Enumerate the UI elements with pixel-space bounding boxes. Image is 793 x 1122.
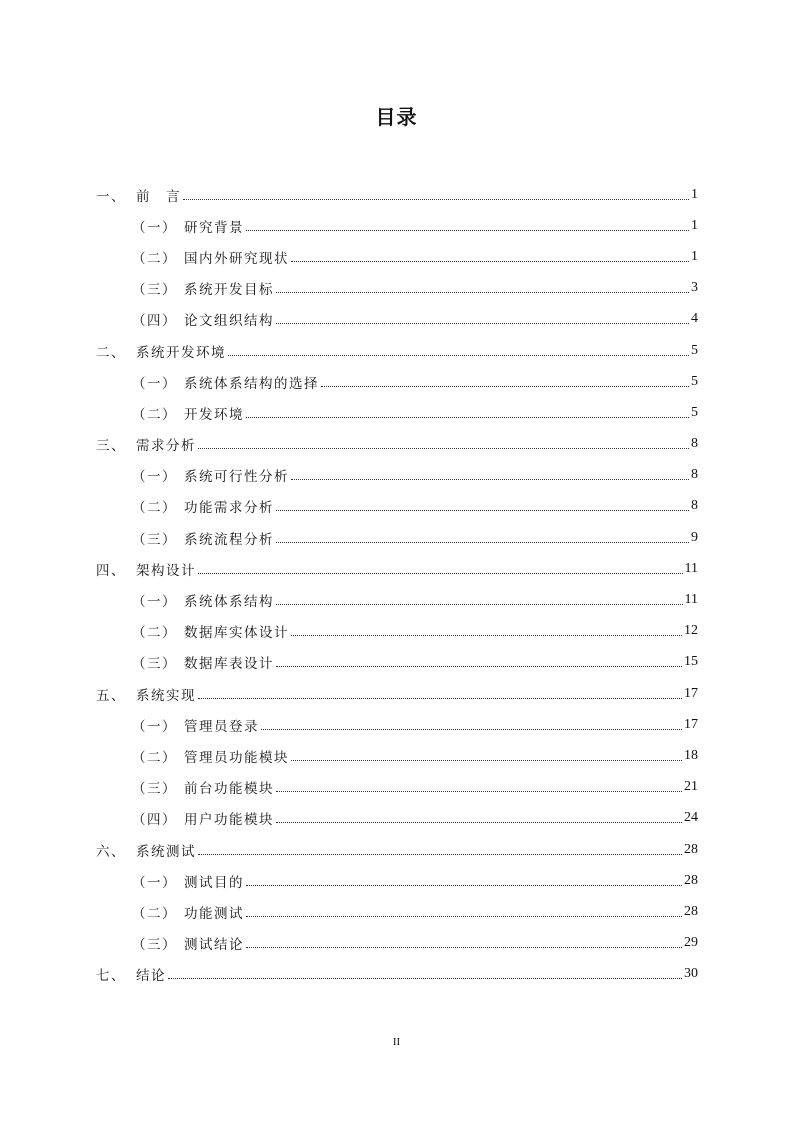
toc-dot-leader	[198, 572, 683, 574]
toc-entry-page: 18	[684, 747, 698, 763]
toc-entry-page: 28	[684, 872, 698, 888]
toc-entry-page: 30	[684, 966, 698, 982]
toc-entry-title: 系统体系结构	[184, 594, 274, 611]
toc-entry-page: 17	[684, 716, 698, 732]
toc-entry-title: 研究背景	[184, 219, 244, 236]
toc-entry-title: 功能测试	[184, 905, 244, 922]
toc-entry-page: 28	[684, 841, 698, 857]
toc-section-entry[interactable]	[96, 865, 698, 896]
toc-section-entry[interactable]	[96, 616, 698, 647]
toc-entry-number: 五、	[96, 687, 126, 704]
toc-entry-title: 测试目的	[184, 874, 244, 891]
toc-entry-title: 数据库实体设计	[184, 625, 289, 642]
toc-dot-leader	[246, 946, 682, 948]
toc-entry-number: 六、	[96, 843, 126, 860]
toc-entry-page: 28	[684, 903, 698, 919]
toc-dot-leader	[276, 291, 689, 293]
toc-entry-number: （一）	[132, 375, 177, 392]
toc-entry-page: 11	[684, 560, 698, 576]
toc-entry-number: （二）	[132, 406, 177, 423]
toc-section-entry[interactable]	[96, 522, 698, 553]
toc-section-entry[interactable]	[96, 241, 698, 272]
table-of-contents	[96, 179, 698, 990]
toc-entry-page: 8	[691, 498, 698, 514]
toc-entry-page: 24	[684, 810, 698, 826]
toc-chapter-entry[interactable]	[96, 335, 698, 366]
toc-entry-title: 需求分析	[136, 438, 196, 455]
toc-entry-number: （二）	[132, 905, 177, 922]
toc-entry-title: 前台功能模块	[184, 781, 274, 798]
toc-entry-number: （一）	[132, 219, 177, 236]
toc-dot-leader	[276, 603, 683, 605]
toc-dot-leader	[198, 447, 689, 449]
toc-dot-leader	[291, 260, 689, 262]
toc-section-entry[interactable]	[96, 928, 698, 959]
toc-section-entry[interactable]	[96, 366, 698, 397]
toc-entry-title: 管理员功能模块	[184, 749, 289, 766]
toc-dot-leader	[321, 385, 689, 387]
toc-dot-leader	[246, 229, 689, 231]
toc-entry-page: 1	[691, 248, 698, 264]
toc-entry-title: 系统体系结构的选择	[184, 375, 319, 392]
toc-dot-leader	[291, 634, 682, 636]
toc-section-entry[interactable]	[96, 584, 698, 615]
toc-entry-number: （一）	[132, 718, 177, 735]
toc-chapter-entry[interactable]	[96, 678, 698, 709]
toc-chapter-entry[interactable]	[96, 553, 698, 584]
toc-section-entry[interactable]	[96, 647, 698, 678]
toc-dot-leader	[276, 541, 689, 543]
toc-dot-leader	[168, 977, 682, 979]
toc-entry-title: 系统测试	[136, 843, 196, 860]
page-number: II	[392, 1036, 401, 1048]
toc-dot-leader	[183, 198, 689, 200]
toc-section-entry[interactable]	[96, 772, 698, 803]
toc-dot-leader	[246, 884, 682, 886]
toc-entry-number: （三）	[132, 937, 177, 954]
toc-entry-title: 系统实现	[136, 687, 196, 704]
toc-entry-title: 架构设计	[136, 562, 196, 579]
toc-entry-page: 29	[684, 935, 698, 951]
toc-dot-leader	[276, 509, 689, 511]
toc-chapter-entry[interactable]	[96, 179, 698, 210]
toc-entry-title: 用户功能模块	[184, 812, 274, 829]
toc-entry-title: 国内外研究现状	[184, 250, 289, 267]
toc-entry-number: （三）	[132, 531, 177, 548]
toc-entry-page: 8	[691, 467, 698, 483]
toc-entry-title: 管理员登录	[184, 718, 259, 735]
toc-chapter-entry[interactable]	[96, 429, 698, 460]
toc-entry-number: （四）	[132, 812, 177, 829]
toc-entry-number: 七、	[96, 968, 126, 985]
toc-entry-number: （三）	[132, 781, 177, 798]
toc-entry-page: 5	[691, 404, 698, 420]
toc-entry-number: 四、	[96, 562, 126, 579]
toc-entry-page: 12	[684, 623, 698, 639]
toc-entry-title: 系统流程分析	[184, 531, 274, 548]
toc-dot-leader	[291, 478, 689, 480]
toc-dot-leader	[276, 821, 682, 823]
toc-dot-leader	[246, 915, 682, 917]
toc-section-entry[interactable]	[96, 803, 698, 834]
toc-dot-leader	[246, 416, 689, 418]
toc-entry-title: 系统可行性分析	[184, 469, 289, 486]
toc-entry-title: 结论	[136, 968, 166, 985]
toc-entry-number: （二）	[132, 500, 177, 517]
toc-entry-title: 论文组织结构	[184, 313, 274, 330]
toc-entry-number: （一）	[132, 469, 177, 486]
toc-section-entry[interactable]	[96, 210, 698, 241]
toc-entry-title: 系统开发环境	[136, 344, 226, 361]
toc-entry-title: 开发环境	[184, 406, 244, 423]
toc-dot-leader	[276, 665, 682, 667]
toc-section-entry[interactable]	[96, 304, 698, 335]
toc-entry-page: 4	[691, 311, 698, 327]
toc-entry-number: 二、	[96, 344, 126, 361]
toc-entry-page: 9	[691, 529, 698, 545]
toc-entry-title: 系统开发目标	[184, 282, 274, 299]
toc-entry-number: 一、	[96, 188, 126, 205]
toc-dot-leader	[276, 790, 682, 792]
toc-entry-number: （二）	[132, 625, 177, 642]
toc-dot-leader	[276, 322, 689, 324]
toc-entry-page: 5	[691, 342, 698, 358]
toc-entry-title: 功能需求分析	[184, 500, 274, 517]
toc-entry-page: 17	[684, 685, 698, 701]
toc-entry-page: 21	[684, 779, 698, 795]
toc-entry-title: 数据库表设计	[184, 656, 274, 673]
toc-entry-page: 3	[691, 280, 698, 296]
toc-entry-title: 测试结论	[184, 937, 244, 954]
toc-entry-number: （三）	[132, 656, 177, 673]
toc-chapter-entry[interactable]	[96, 959, 698, 990]
toc-entry-page: 5	[691, 373, 698, 389]
toc-entry-number: （三）	[132, 282, 177, 299]
toc-chapter-entry[interactable]	[96, 834, 698, 865]
toc-dot-leader	[261, 728, 682, 730]
toc-entry-title: 前 言	[136, 188, 181, 205]
toc-section-entry[interactable]	[96, 709, 698, 740]
toc-section-entry[interactable]	[96, 397, 698, 428]
toc-dot-leader	[228, 354, 689, 356]
toc-section-entry[interactable]	[96, 273, 698, 304]
toc-entry-number: （二）	[132, 250, 177, 267]
toc-section-entry[interactable]	[96, 460, 698, 491]
toc-dot-leader	[198, 853, 682, 855]
toc-section-entry[interactable]	[96, 740, 698, 771]
toc-entry-number: （一）	[132, 874, 177, 891]
toc-entry-number: （二）	[132, 749, 177, 766]
toc-section-entry[interactable]	[96, 491, 698, 522]
toc-entry-number: 三、	[96, 438, 126, 455]
toc-entry-page: 1	[691, 217, 698, 233]
toc-section-entry[interactable]	[96, 896, 698, 927]
toc-dot-leader	[198, 697, 682, 699]
toc-dot-leader	[291, 759, 682, 761]
page-title: 目录	[375, 105, 418, 129]
toc-entry-page: 8	[691, 436, 698, 452]
toc-entry-page: 15	[684, 654, 698, 670]
toc-entry-page: 11	[684, 592, 698, 608]
toc-entry-page: 1	[691, 186, 698, 202]
toc-entry-number: （一）	[132, 594, 177, 611]
toc-entry-number: （四）	[132, 313, 177, 330]
